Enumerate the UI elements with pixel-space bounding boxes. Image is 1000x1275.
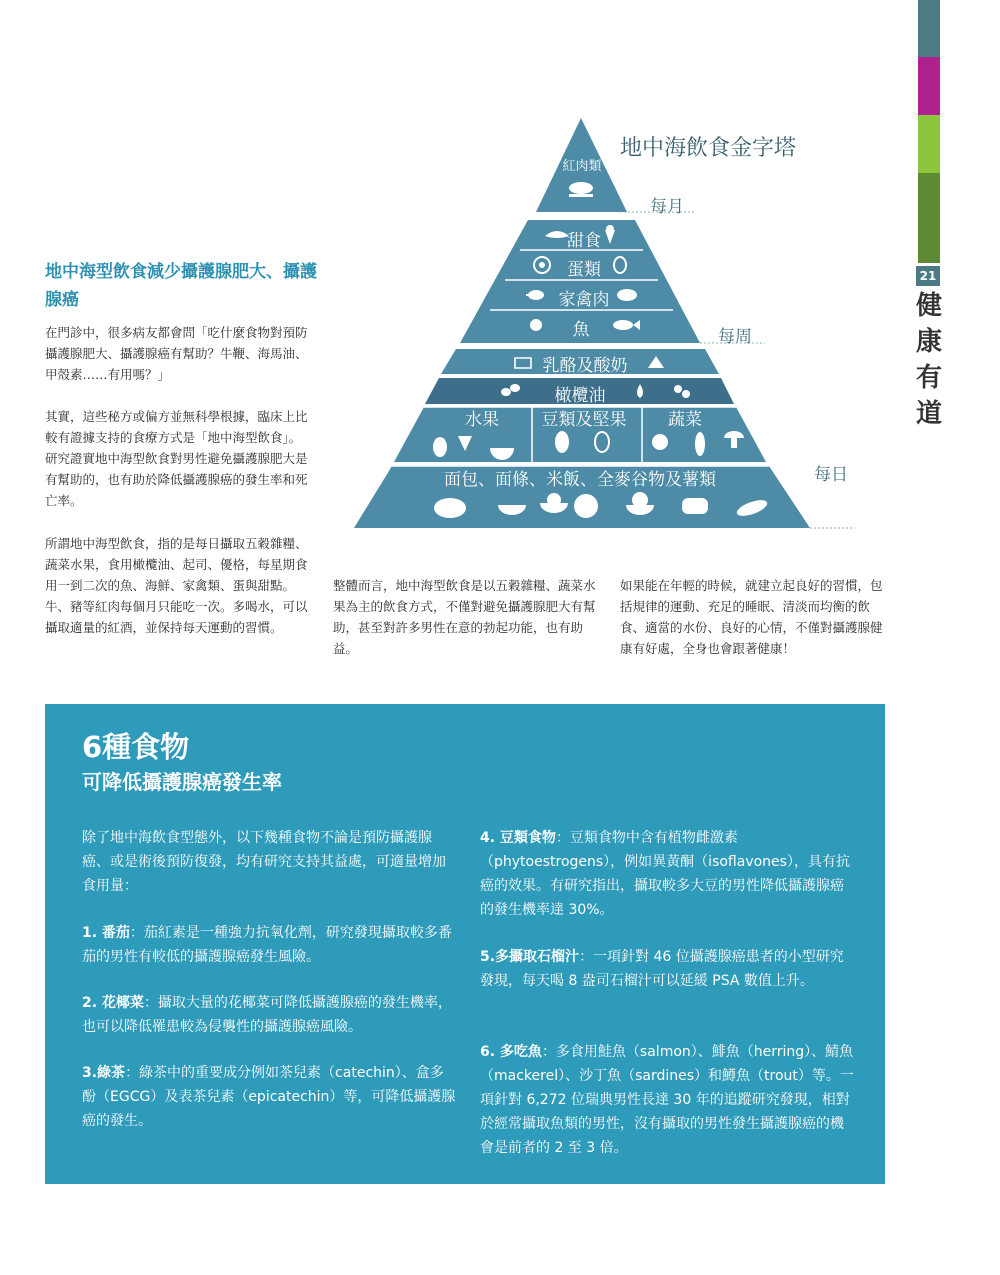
page-number: 21	[916, 266, 940, 286]
section-title	[912, 288, 946, 432]
food-item-1-text: ：茄紅素是一種強力抗氧化劑，研究發現攝取較多番茄的男性有較低的攝護腺癌發生風險。	[82, 925, 452, 965]
sidebar-color-block-1	[918, 0, 940, 57]
roast-chicken-icon	[617, 289, 637, 301]
sidebar-color-block-4	[918, 173, 940, 263]
article-paragraph-2: 其實，這些秘方或偏方並無科學根據，臨床上比較有證據支持的食療方式是「地中海型飲食」。研究證實地中海型飲食對男性避免攝護腺肥大是有幫助的，也有助於降低攝護腺癌的發生率和死亡率。	[45, 409, 308, 508]
food-item-3-label: 3.綠茶	[82, 1065, 126, 1081]
pyramid-fruit-label: 水果	[465, 410, 499, 430]
pyramid-sweets-label: 甜食	[567, 231, 601, 251]
sidebar-color-block-3	[918, 115, 940, 173]
pyramid-beans-nuts-label: 豆類及堅果	[541, 410, 627, 430]
section-title-chars	[912, 288, 946, 432]
section-title-char: 有	[915, 363, 942, 393]
frequency-monthly: 每月	[650, 197, 684, 217]
section-title-char: 道	[915, 399, 942, 429]
pyramid-red-meat-label: 紅肉類	[562, 159, 602, 174]
article-heading: 地中海型飲食減少攝護腺肥大、攝護腺癌	[45, 262, 317, 310]
bean-icon	[555, 431, 569, 453]
food-item-6-text: ：多食用鮭魚（salmon）、鯡魚（herring）、鯖魚（mackerel）、沙丁魚（sardines）和鱒魚（trout）等。一項針對 6,272 位瑞典男性長達 30 年的追蹤研究發現，相對於經常攝取魚類的男性，沒有攝取的男性發生攝護腺癌的機會是前者的 2 至 3 倍。	[480, 1044, 854, 1156]
food-box-title: 6種食物	[82, 730, 190, 764]
food-item-5-text: ：一項針對 46 位攝護腺癌患者的小型研究發現，每天喝 8 盎司石榴汁可以延緩 PSA 數值上升。	[480, 949, 844, 989]
burger-icon	[682, 498, 708, 514]
pyramid-fish-label: 魚	[572, 320, 590, 340]
pyramid-dairy-label: 乳酪及酸奶	[542, 356, 628, 376]
sidebar-color-block-2	[918, 57, 940, 115]
frequency-daily: 每日	[814, 465, 848, 485]
article-paragraph-1: 在門診中，很多病友都會問「吃什麼食物對預防攝護腺肥大、攝護腺癌有幫助？牛鞭、海馬油、甲殼素……有用嗎？」	[45, 325, 308, 382]
food-item-4-label: 4. 豆類食物	[480, 830, 556, 846]
wheat-icon	[434, 498, 466, 518]
cereal-icon	[574, 494, 598, 518]
steak-icon	[569, 182, 593, 197]
food-item-3	[82, 1061, 456, 1133]
pineapple-icon	[433, 437, 447, 457]
corn-icon	[695, 432, 705, 456]
food-box-intro: 除了地中海飲食型態外，以下幾種食物不論是預防攝護腺癌、或是術後預防復發，均有研究支持其益處，可適量增加食用量：	[82, 830, 446, 894]
food-item-4	[480, 826, 854, 922]
food-box-subtitle: 可降低攝護腺癌發生率	[82, 770, 282, 794]
pyramid-vegetables-label: 蔬菜	[668, 410, 702, 430]
pyramid-olive-oil-label: 橄欖油	[554, 386, 606, 406]
food-item-1	[82, 921, 456, 969]
food-item-2-label: 2. 花椰菜	[82, 995, 144, 1011]
food-item-6	[480, 1040, 854, 1160]
pyramid-title: 地中海飲食金字塔	[620, 136, 797, 161]
food-item-6-label: 6. 多吃魚	[480, 1044, 542, 1060]
frequency-weekly: 每周	[718, 327, 752, 347]
food-item-1-label: 1. 番茄	[82, 925, 130, 941]
pyramid-grains-label: 面包、面條、米飯、全麥谷物及薯類	[444, 470, 716, 490]
food-item-5-label: 5.多攝取石榴汁	[480, 949, 580, 965]
food-item-3-text: ：綠茶中的重要成分例如茶兒素（catechin）、盒多酚（EGCG）及表茶兒素（epicatechin）等，可降低攝護腺癌的發生。	[82, 1065, 456, 1129]
food-item-4-text: ：豆類食物中含有植物雌激素（phytoestrogens），例如異黃酮（isoflavones），具有抗癌的效果。有研究指出，攝取較多大豆的男性降低攝護腺癌的發生機率達 30%。	[480, 830, 850, 918]
section-title-char: 康	[915, 327, 942, 357]
article-paragraph-5: 如果能在年輕的時候，就建立起良好的習慣，包括規律的運動、充足的睡眠、清淡而均衡的飲食、適當的水份、良好的心情，不僅對攝護腺健康有好處，全身也會跟著健康！	[620, 578, 883, 656]
shellfish-icon	[530, 319, 542, 331]
food-item-5	[480, 945, 854, 993]
cabbage-icon	[652, 434, 668, 450]
section-title-char: 健	[915, 291, 942, 321]
pyramid-eggs-label: 蛋類	[567, 260, 601, 280]
pyramid-poultry-label: 家禽肉	[558, 290, 610, 310]
food-item-2	[82, 991, 456, 1039]
food-item-2-text: ：攝取大量的花椰菜可降低攝護腺癌的發生機率，也可以降低罹患較為侵襲性的攝護腺癌風險。	[82, 995, 452, 1035]
article-paragraph-4: 整體而言，地中海型飲食是以五穀雜糧、蔬菜水果為主的飲食方式，不僅對避免攝護腺肥大有幫助，甚至對許多男性在意的勃起功能，也有助益。	[333, 578, 596, 656]
article-paragraph-3: 所謂地中海型飲食，指的是每日攝取五穀雜糧、蔬菜水果，食用橄欖油、起司、優格，每星期食用一到二次的魚、海鮮、家禽類、蛋與甜點。牛、豬等紅肉每個月只能吃一次。多喝水，可以攝取適量的紅酒，並保持每天運動的習慣。	[45, 536, 308, 635]
